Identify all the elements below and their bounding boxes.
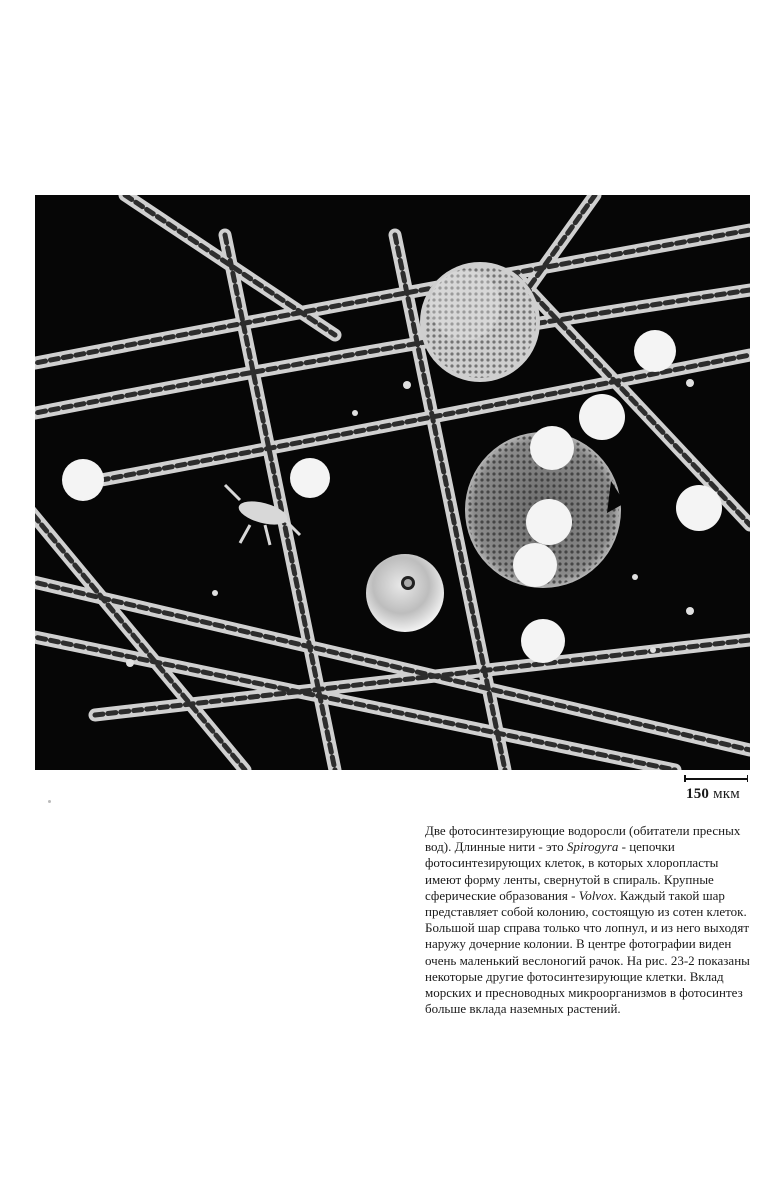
scale-bar-line <box>684 778 748 780</box>
scale-bar <box>682 770 752 806</box>
caption-term-volvox: Volvox <box>578 887 614 903</box>
caption-segment-3: . Каждый такой шар представляет собой колонию, состоящую из сотен клеток. Большой шар справа только что лопнул, и из него выходят наружу дочерние колонии. В центре фотографии виден очень маленький веслоногий рачок. На рис. 23-2 показаны некоторые другие фотосинтезирующие клетки. Вклад морских и пресноводных микроорганизмов в фотосинтез больше вклада наземных растений. <box>425 887 750 1017</box>
figure-caption <box>425 823 755 1017</box>
scale-value: 150 <box>686 786 710 802</box>
caption-term-spirogyra: Spirogyra <box>566 839 619 855</box>
scale-label <box>686 786 740 803</box>
caption-paragraph <box>425 823 755 1017</box>
volvox-colony-center <box>366 554 444 632</box>
caption-segment-2: - цепочки фотосинтезирующих клеток, в которых хлоропласты имеют форму ленты, свернутой в спираль. Крупные сферические образования - <box>425 839 719 903</box>
micrograph-photo <box>35 195 750 770</box>
caption-segment-1: Две фотосинтезирующие водоросли (обитатели пресных вод). Длинные нити - это <box>425 823 741 855</box>
page-speck <box>48 800 51 803</box>
scale-unit: мкм <box>713 786 740 802</box>
volvox-colony-top <box>420 262 540 382</box>
